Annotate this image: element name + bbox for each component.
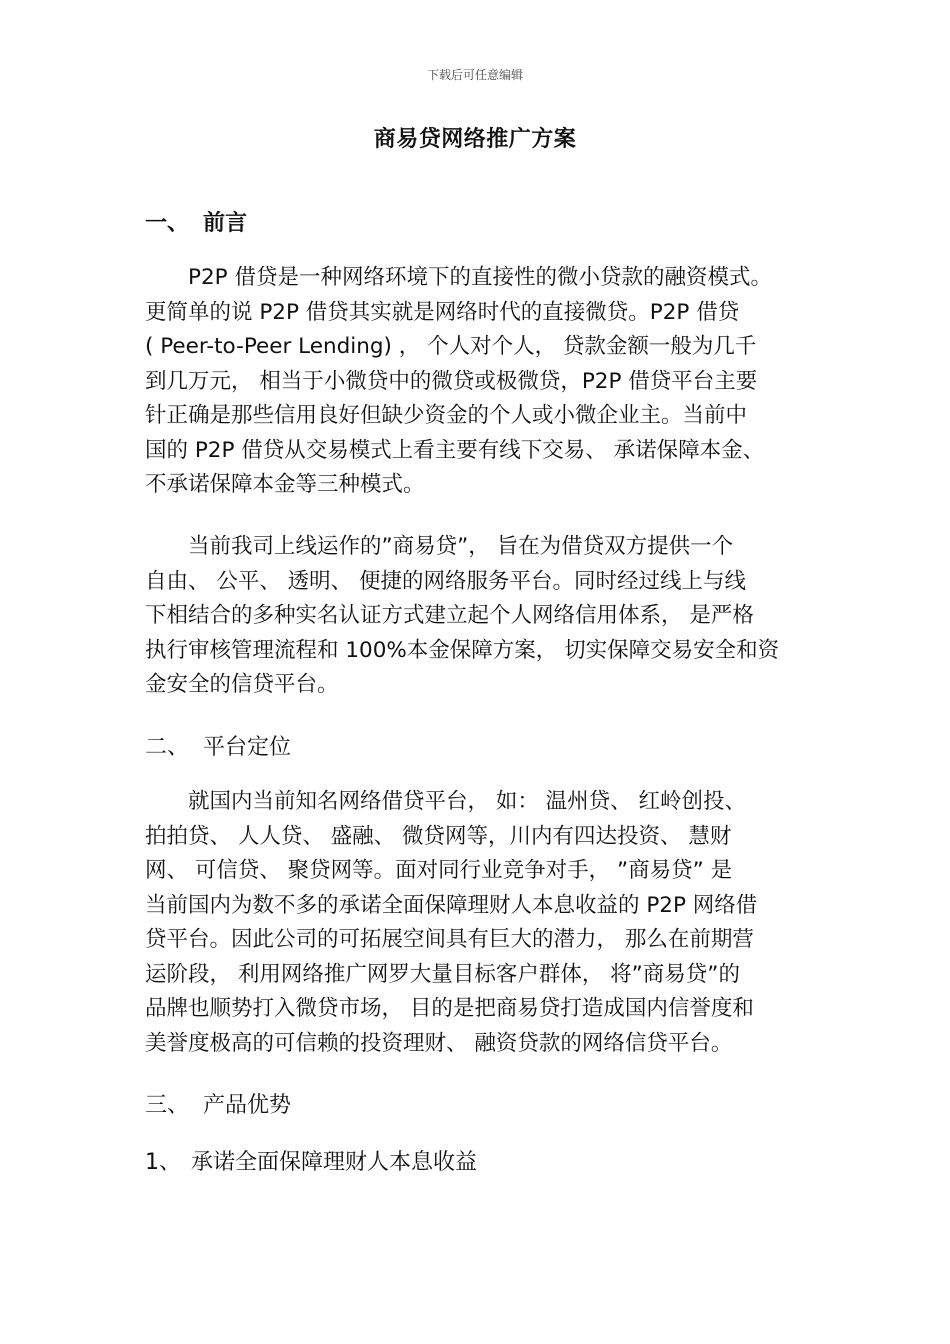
paragraph-line: 拍拍贷、 人人贷、 盛融、 微贷网等，川内有四达投资、 慧财 [145, 823, 732, 849]
paragraph-line: 金安全的信贷平台。 [145, 672, 339, 697]
section-label: 平台定位 [203, 735, 292, 760]
section-heading-advantages [145, 1088, 291, 1119]
paragraph-line: 执行审核管理流程和 100%本金保障方案， 切实保障交易安全和资 [145, 637, 780, 663]
paragraph-line: 就国内当前知名网络借贷平台， 如： 温州贷、 红岭创投、 [145, 789, 747, 814]
paragraph-line: 不承诺保障本金等三种模式。 [145, 472, 425, 497]
paragraph-line: 美誉度极高的可信赖的投资理财、 融资贷款的网络信贷平台。 [145, 1030, 733, 1056]
section-number: 三、 [145, 1093, 190, 1118]
section-label: 产品优势 [203, 1093, 292, 1118]
paragraph-positioning [145, 785, 810, 1061]
paragraph-company-intro [145, 530, 810, 703]
paragraph-line: 当前我司上线运作的”商易贷”， 旨在为借贷双方提供一个 [145, 534, 734, 559]
paragraph-line: 当前国内为数不多的承诺全面保障理财人本息收益的 P2P 网络借 [145, 892, 758, 918]
section-number: 二、 [145, 735, 190, 760]
paragraph-line: 针正确是那些信用良好但缺少资金的个人或小微企业主。当前中 [145, 403, 748, 428]
paragraph-line: 到几万元， 相当于小微贷中的微贷或极微贷，P2P 借贷平台主要 [145, 368, 758, 394]
paragraph-line: 品牌也顺势打入微贷市场， 目的是把商易贷打造成国内信誉度和 [145, 996, 754, 1021]
paragraph-line: 下相结合的多种实名认证方式建立起个人网络信用体系， 是严格 [145, 603, 754, 628]
paragraph-line: P2P 借贷是一种网络环境下的直接性的微小贷款的融资模式。 [145, 265, 772, 290]
paragraph-line: 运阶段， 利用网络推广网罗大量目标客户群体， 将”商易贷”的 [145, 961, 740, 987]
subsection-heading-guarantee [145, 1145, 477, 1176]
subsection-number: 1、 [145, 1150, 181, 1175]
section-number: 一、 [145, 211, 190, 236]
paragraph-line: 网、 可信贷、 聚贷网等。面对同行业竞争对手， ”商易贷” 是 [145, 858, 733, 883]
subsection-label: 承诺全面保障理财人本息收益 [191, 1150, 478, 1175]
section-heading-positioning [145, 730, 291, 761]
header-note: 下载后可任意编辑 [426, 68, 523, 82]
section-heading-preface [145, 206, 247, 237]
paragraph-line: 贷平台。因此公司的可拓展空间具有巨大的潜力， 那么在前期营 [145, 927, 754, 952]
document-title: 商易贷网络推广方案 [373, 127, 577, 152]
paragraph-line: 国的 P2P 借贷从交易模式上看主要有线下交易、 承诺保障本金、 [145, 437, 765, 463]
paragraph-line: ( Peer-to-Peer Lending) ， 个人对个人， 贷款金额一般为几千 [145, 334, 757, 359]
paragraph-line: 更简单的说 P2P 借贷其实就是网络时代的直接微贷。P2P 借贷 [145, 299, 740, 325]
section-label: 前言 [203, 211, 248, 236]
paragraph-preface [145, 261, 810, 503]
paragraph-line: 自由、 公平、 透明、 便捷的网络服务平台。同时经过线上与线 [145, 568, 747, 594]
